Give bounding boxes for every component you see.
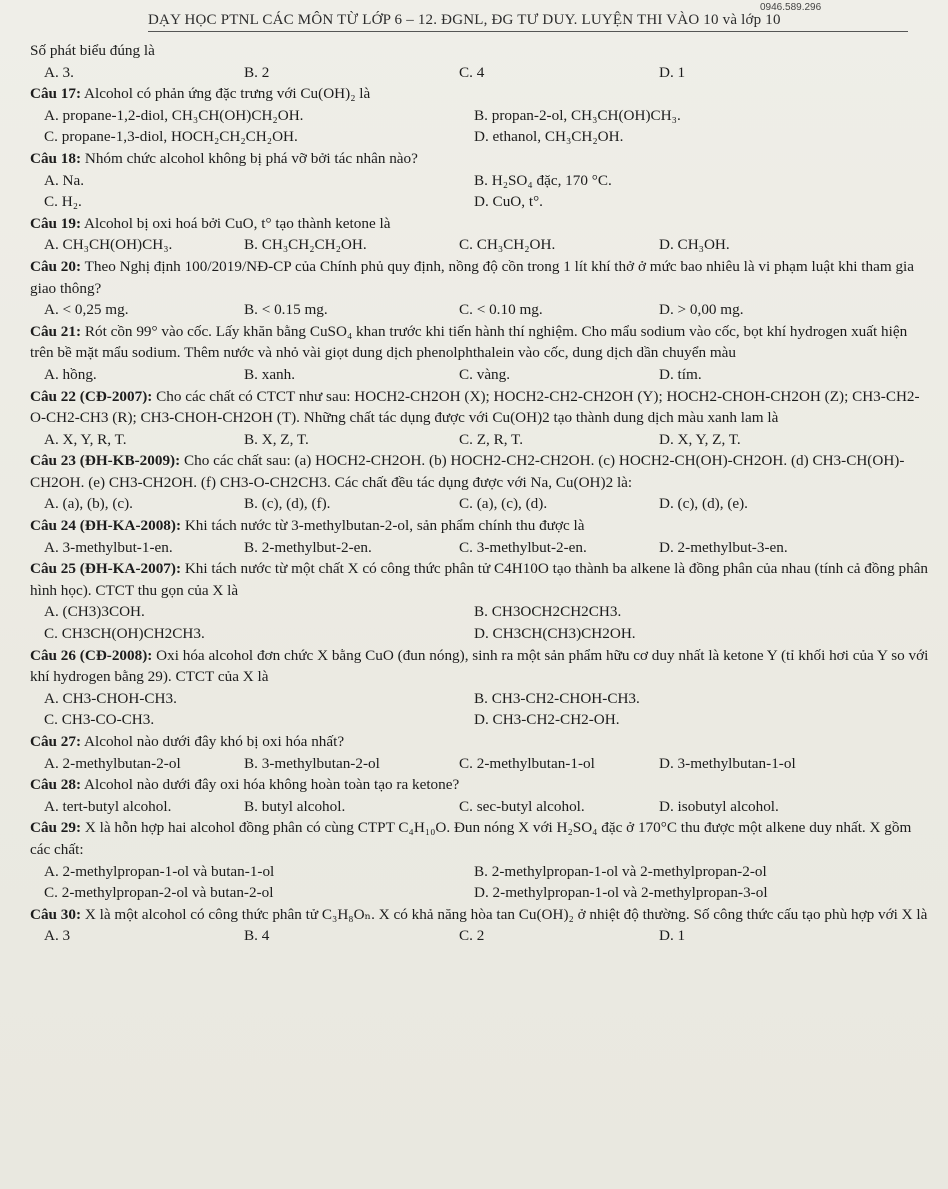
- question-number: Câu 27:: [30, 733, 82, 750]
- option-b: B. butyl alcohol.: [244, 797, 346, 815]
- question-stem: X là một alcohol có công thức phân tử C₃H₈Oₙ. X có khả năng hòa tan Cu(OH)₂ ở nhiệt độ thường. Số công thức cấu tạo phù hợp với X là: [84, 905, 928, 923]
- option-d: D. CH₃OH.: [659, 236, 730, 254]
- options-row: [30, 861, 930, 904]
- option-c: C. H₂.: [44, 193, 82, 211]
- option-a: A. CH₃CH(OH)CH₃.: [44, 236, 173, 254]
- question-text: [30, 256, 930, 299]
- options-row: [30, 170, 930, 213]
- option-d: D. X, Y, Z, T.: [659, 430, 741, 448]
- options-row: [30, 688, 930, 731]
- option-b: B. xanh.: [244, 365, 296, 383]
- question-text: [30, 386, 930, 429]
- page-header: DẠY HỌC PTNL CÁC MÔN TỪ LỚP 6 – 12. ĐGNL, ĐG TƯ DUY. LUYỆN THI VÀO 10 và lớp 10: [148, 12, 908, 32]
- option-a: A. propane-1,2-diol, CH₃CH(OH)CH₂OH.: [44, 106, 304, 124]
- question-stem: Alcohol bị oxi hoá bởi CuO, t° tạo thành ketone là: [84, 214, 391, 232]
- corner-note: 0946.589.296: [760, 2, 822, 13]
- options-row: [30, 62, 930, 84]
- question-text: [30, 83, 930, 105]
- question-text: [30, 321, 930, 364]
- option-c: C. 2-methylbutan-1-ol: [459, 754, 595, 772]
- question-stem: Alcohol nào dưới đây khó bị oxi hóa nhất?: [84, 733, 345, 750]
- option-a: A. CH3-CHOH-CH3.: [44, 689, 177, 707]
- question-number: Câu 28:: [30, 776, 82, 794]
- question-text: [30, 645, 930, 688]
- option-c: C. sec-butyl alcohol.: [459, 797, 585, 815]
- option-d: D. isobutyl alcohol.: [659, 797, 779, 815]
- option-c: C. vàng.: [459, 365, 511, 383]
- question-stem: Cho các chất có CTCT như sau: HOCH2-CH2OH (X); HOCH2-CH2-CH2OH (Y); HOCH2-CHOH-CH2OH (Z); CH3-CH2-O-CH2-CH3 (R); CH3-CHOH-CH2OH (T). Những chất tác dụng được với Cu(OH)2 tạo thành dung dịch màu xanh lam là: [30, 387, 920, 427]
- option-a: A. (CH3)3COH.: [44, 603, 145, 621]
- option-b: B. CH₃CH₂CH₂OH.: [244, 236, 367, 254]
- question-text: [30, 515, 930, 537]
- option-b: B. 2: [244, 63, 270, 81]
- options-row: [30, 925, 930, 947]
- option-a: A. X, Y, R, T.: [44, 430, 127, 448]
- option-d: D. tím.: [659, 365, 702, 383]
- options-row: [30, 796, 930, 818]
- option-d: D. CuO, t°.: [474, 193, 543, 211]
- options-row: [30, 299, 930, 321]
- question-item: [30, 213, 930, 256]
- question-item: [30, 148, 930, 213]
- option-b: B. < 0.15 mg.: [244, 301, 328, 319]
- question-number: Câu 19:: [30, 214, 82, 232]
- question-item: [30, 83, 930, 148]
- option-d: D. (c), (d), (e).: [659, 495, 748, 513]
- option-c: C. 2: [459, 927, 485, 945]
- option-a: A. 2-methylbutan-2-ol: [44, 754, 181, 772]
- options-row: [30, 234, 930, 256]
- option-c: C. Z, R, T.: [459, 430, 523, 448]
- option-a: A. < 0,25 mg.: [44, 301, 129, 319]
- question-prev: [30, 40, 930, 83]
- question-number: Câu 26 (CĐ-2008):: [30, 646, 153, 664]
- question-text: [30, 731, 930, 753]
- options-row: [30, 537, 930, 559]
- question-text: [30, 774, 930, 796]
- option-d: D. CH3-CH2-CH2-OH.: [474, 711, 620, 729]
- option-c: C. 4: [459, 63, 485, 81]
- option-d: D. 2-methylpropan-1-ol và 2-methylpropan-3-ol: [474, 884, 768, 902]
- question-number: Câu 23 (ĐH-KB-2009):: [30, 452, 181, 470]
- question-stem: Khi tách nước từ 3-methylbutan-2-ol, sản phẩm chính thu được là: [184, 517, 585, 535]
- options-row: [30, 364, 930, 386]
- question-item: [30, 558, 930, 644]
- question-text: [30, 904, 930, 926]
- option-b: B. CH3-CH2-CHOH-CH3.: [474, 689, 640, 707]
- question-text: [30, 148, 930, 170]
- option-a: A. 3.: [44, 63, 74, 81]
- question-number: Câu 20:: [30, 257, 82, 275]
- option-a: A. 3: [44, 927, 71, 945]
- question-stem: Khi tách nước từ một chất X có công thức phân tử C4H10O tạo thành ba alkene là đồng phân của nhau (tính cả đồng phân hình học). CTCT thu gọn của X là: [30, 560, 928, 599]
- option-c: C. CH3CH(OH)CH2CH3.: [44, 625, 205, 643]
- options-row: [30, 753, 930, 775]
- question-number: Câu 17:: [30, 85, 82, 103]
- question-number: Câu 30:: [30, 905, 82, 923]
- question-item: [30, 904, 930, 947]
- question-number: Câu 25 (ĐH-KA-2007):: [30, 560, 182, 578]
- question-item: [30, 515, 930, 558]
- option-b: B. (c), (d), (f).: [244, 495, 331, 513]
- question-number: Câu 21:: [30, 322, 82, 340]
- question-stem: Rót cồn 99° vào cốc. Lấy khăn bằng CuSO₄ khan trước khi tiến hành thí nghiệm. Cho mẩu sodium vào cốc, bọt khí hydrogen xuất hiện trên bề mặt mẩu sodium. Thêm nước và nhỏ vài giọt dung dịch phenolphthalein vào cốc, dung dịch dần chuyển màu: [30, 322, 908, 362]
- options-row: [30, 105, 930, 148]
- question-text: [30, 450, 930, 493]
- question-text: [30, 213, 930, 235]
- option-a: A. 3-methylbut-1-en.: [44, 538, 173, 556]
- option-d: D. 1: [659, 63, 686, 81]
- question-item: [30, 321, 930, 386]
- option-c: C. CH3-CO-CH3.: [44, 711, 155, 729]
- option-b: B. 3-methylbutan-2-ol: [244, 754, 380, 772]
- question-stem: Alcohol nào dưới đây oxi hóa không hoàn toàn tạo ra ketone?: [84, 776, 460, 794]
- option-b: B. CH3OCH2CH2CH3.: [474, 603, 622, 621]
- option-d: D. ethanol, CH₃CH₂OH.: [474, 128, 624, 146]
- question-item: [30, 731, 930, 774]
- question-stem: Oxi hóa alcohol đơn chức X bằng CuO (đun nóng), sinh ra một sản phẩm hữu cơ duy nhất là ketone Y (tỉ khối hơi của Y so với khí hydrogen bằng 29). CTCT của X là: [30, 646, 929, 686]
- option-c: C. CH₃CH₂OH.: [459, 236, 556, 254]
- option-b: B. propan-2-ol, CH₃CH(OH)CH₃.: [474, 106, 681, 124]
- question-item: [30, 645, 930, 731]
- question-text: [30, 817, 930, 860]
- question-number: Câu 22 (CĐ-2007):: [30, 387, 153, 405]
- question-item: [30, 256, 930, 321]
- option-d: D. 2-methylbut-3-en.: [659, 538, 788, 556]
- question-stem: Nhóm chức alcohol không bị phá vỡ bởi tác nhân nào?: [84, 149, 418, 167]
- option-b: B. X, Z, T.: [244, 430, 309, 448]
- question-list: [30, 40, 930, 947]
- question-item: [30, 817, 930, 903]
- option-b: B. H₂SO₄ đặc, 170 °C.: [474, 171, 612, 189]
- question-number: Câu 24 (ĐH-KA-2008):: [30, 517, 182, 535]
- option-c: C. 2-methylpropan-2-ol và butan-2-ol: [44, 884, 274, 902]
- option-d: D. > 0,00 mg.: [659, 301, 744, 319]
- option-c: C. (a), (c), (d).: [459, 495, 548, 513]
- option-a: A. Na.: [44, 171, 85, 189]
- option-b: B. 2-methylpropan-1-ol và 2-methylpropan-2-ol: [474, 862, 767, 880]
- option-a: A. hồng.: [44, 365, 97, 383]
- question-stem: Số phát biểu đúng là: [30, 42, 155, 59]
- question-stem: X là hỗn hợp hai alcohol đồng phân có cùng CTPT C₄H₁₀O. Đun nóng X với H₂SO₄ đặc ở 170°C thu được một alkene duy nhất. X gồm các chất:: [30, 819, 912, 858]
- options-row: [30, 429, 930, 451]
- questions-container: [30, 83, 930, 947]
- option-d: D. 1: [659, 927, 686, 945]
- options-row: [30, 601, 930, 644]
- option-a: A. 2-methylpropan-1-ol và butan-1-ol: [44, 862, 275, 880]
- options-row: [30, 493, 930, 515]
- option-c: C. < 0.10 mg.: [459, 301, 543, 319]
- option-c: C. 3-methylbut-2-en.: [459, 538, 587, 556]
- question-stem: Alcohol có phản ứng đặc trưng với Cu(OH)₂ là: [84, 85, 371, 103]
- option-a: A. (a), (b), (c).: [44, 495, 133, 513]
- option-d: D. CH3CH(CH3)CH2OH.: [474, 625, 636, 643]
- question-stem: Cho các chất sau: (a) HOCH2-CH2OH. (b) HOCH2-CH2-CH2OH. (c) HOCH2-CH(OH)-CH2OH. (d) CH3-CH(OH)-CH2OH. (e) CH3-CH2OH. (f) CH3-O-CH2CH3. Các chất đều tác dụng được với Na, Cu(OH)2 là:: [30, 452, 905, 491]
- option-c: C. propane-1,3-diol, HOCH₂CH₂CH₂OH.: [44, 128, 298, 146]
- question-item: [30, 386, 930, 451]
- question-text: [30, 558, 930, 601]
- question-number: Câu 18:: [30, 149, 82, 167]
- question-stem: Theo Nghị định 100/2019/NĐ-CP của Chính phủ quy định, nồng độ cồn trong 1 lít khí thở ở mức bao nhiêu là vi phạm luật khi tham gia giao thông?: [30, 257, 915, 297]
- question-number: Câu 29:: [30, 819, 82, 837]
- question-item: [30, 450, 930, 515]
- option-a: A. tert-butyl alcohol.: [44, 797, 172, 815]
- option-b: B. 2-methylbut-2-en.: [244, 538, 372, 556]
- option-b: B. 4: [244, 927, 270, 945]
- question-item: [30, 774, 930, 817]
- option-d: D. 3-methylbutan-1-ol: [659, 754, 796, 772]
